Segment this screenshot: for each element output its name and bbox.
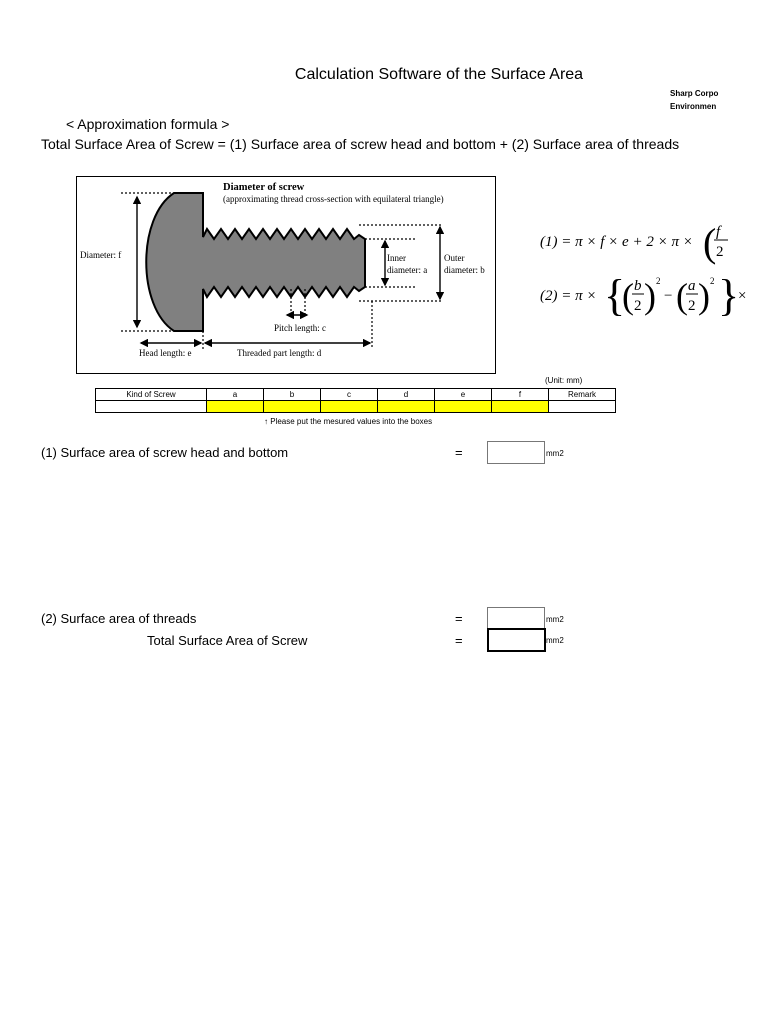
label-diameter-f: Diameter: f	[80, 250, 122, 260]
input-table	[95, 388, 616, 413]
formula-1-denominator: 2	[716, 244, 724, 260]
table-input-row	[96, 401, 616, 413]
header-d: d	[378, 389, 435, 401]
total-area-result	[487, 628, 546, 652]
label-thread: Threaded part length: d	[237, 348, 322, 358]
header-c: c	[321, 389, 378, 401]
input-e[interactable]	[435, 401, 492, 413]
formula-2-minus: −	[664, 288, 673, 304]
header-f: f	[492, 389, 549, 401]
header-a: a	[207, 389, 264, 401]
formula-2-paren-b-open: (	[622, 276, 634, 316]
header-e: e	[435, 389, 492, 401]
up-arrow-icon: ↑	[264, 417, 268, 426]
formula-2-brace-close: }	[718, 271, 740, 320]
input-kind[interactable]	[96, 401, 207, 413]
total-formula-text: Total Surface Area of Screw = (1) Surface area of screw head and bottom + (2) Surface area of threads	[41, 136, 680, 152]
screw-diagram-svg	[77, 177, 495, 373]
header-remark: Remark	[549, 389, 616, 401]
diagram-subtitle: (approximating thread cross-section with equilateral triangle)	[223, 194, 444, 204]
label-pitch: Pitch length: c	[274, 323, 326, 333]
formula-area	[538, 222, 768, 322]
unit-note: (Unit: mm)	[545, 376, 583, 385]
label-outer-1: Outer	[444, 253, 465, 263]
department-name: Environmen	[670, 102, 717, 111]
label-outer-2: diameter: b	[444, 265, 485, 275]
threads-area-result	[487, 607, 545, 630]
formula-1: (1) = π × f × e + 2 × π ×	[540, 234, 693, 250]
header-b: b	[264, 389, 321, 401]
input-b[interactable]	[264, 401, 321, 413]
formula-2-a-exp: 2	[710, 276, 715, 286]
input-hint	[264, 417, 432, 426]
input-hint-text: Please put the mesured values into the boxes	[270, 417, 433, 426]
formula-2: (2) = π ×	[540, 288, 597, 304]
formula-2-paren-a-open: (	[676, 276, 688, 316]
formula-2-a-den: 2	[688, 298, 696, 314]
formula-2-a: a	[688, 278, 696, 294]
table-header-row	[96, 389, 616, 401]
label-head: Head length: e	[139, 348, 192, 358]
diagram-title: Diameter of screw	[223, 182, 305, 193]
head-area-unit: mm2	[546, 449, 564, 458]
input-f[interactable]	[492, 401, 549, 413]
company-name: Sharp Corpo	[670, 89, 719, 98]
formula-2-times: ×	[738, 288, 747, 304]
head-area-equals: =	[455, 445, 463, 460]
page-title: Calculation Software of the Surface Area	[294, 66, 584, 83]
threads-area-label: (2) Surface area of threads	[41, 611, 197, 626]
formula-1-numerator: f	[716, 224, 721, 240]
screw-diagram	[76, 176, 496, 374]
formula-2-b: b	[634, 278, 642, 294]
total-area-label: Total Surface Area of Screw	[147, 633, 308, 648]
threads-area-equals: =	[455, 611, 463, 626]
formula-2-b-exp: 2	[656, 276, 661, 286]
header-kind: Kind of Screw	[96, 389, 207, 401]
approximation-heading: < Approximation formula >	[66, 116, 230, 132]
formula-2-b-den: 2	[634, 298, 642, 314]
threads-area-unit: mm2	[546, 615, 564, 624]
total-area-equals: =	[455, 633, 463, 648]
head-area-result	[487, 441, 545, 464]
head-area-label: (1) Surface area of screw head and bottom	[41, 445, 289, 460]
input-c[interactable]	[321, 401, 378, 413]
label-inner-2: diameter: a	[387, 265, 428, 275]
formula-2-paren-b-close: )	[644, 276, 656, 316]
label-inner-1: Inner	[387, 253, 406, 263]
total-area-unit: mm2	[546, 636, 564, 645]
screw-shape	[146, 193, 365, 331]
input-remark[interactable]	[549, 401, 616, 413]
formula-1-brace: (	[703, 222, 717, 265]
input-d[interactable]	[378, 401, 435, 413]
formula-2-brace-open: {	[604, 271, 626, 320]
input-a[interactable]	[207, 401, 264, 413]
formula-2-paren-a-close: )	[698, 276, 710, 316]
